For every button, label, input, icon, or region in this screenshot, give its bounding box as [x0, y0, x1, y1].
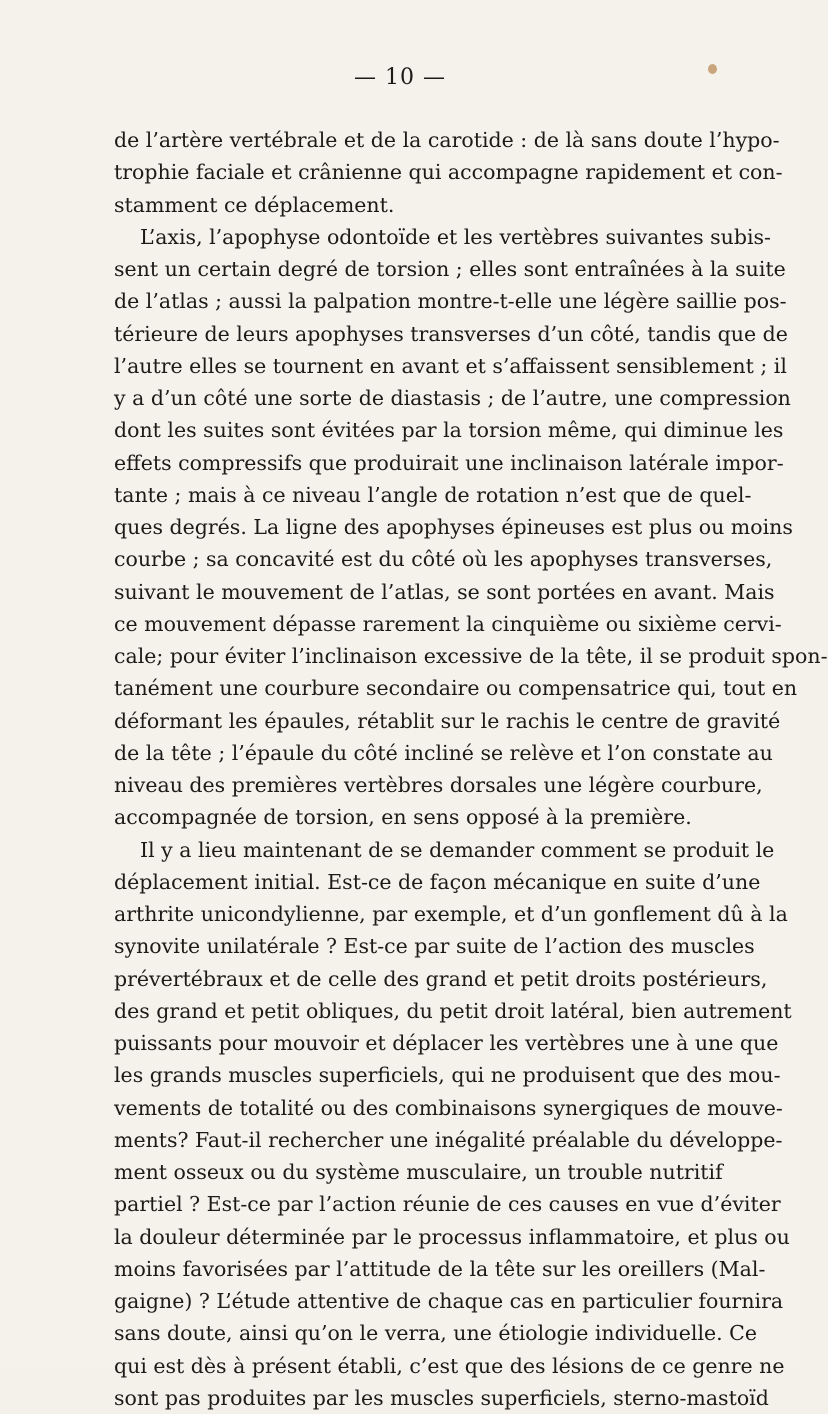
text-line: niveau des premières vertèbres dorsales une légère courbure,	[114, 773, 763, 797]
text-line: l’autre elles se tournent en avant et s’affaissent sensiblement ; il	[114, 353, 787, 378]
text-line: déformant les épaules, rétablit sur le rachis le centre de gravité	[114, 708, 781, 733]
text-line: dont les suites sont évitées par la torsion même, qui diminue les	[114, 418, 784, 443]
text-line: sent un certain degré de torsion ; elles sont entraînées à la suite	[114, 257, 786, 281]
text-line: arthrite unicondylienne, par exemple, et d’un gonflement dû à la	[114, 902, 788, 926]
text-line: stamment ce déplacement.	[114, 192, 395, 217]
text-line: puissants pour mouvoir et déplacer les vertèbres une à une que	[114, 1031, 779, 1055]
body-text	[114, 124, 828, 1414]
text-line: de l’atlas ; aussi la palpation montre-t-elle une légère saillie pos-	[114, 289, 787, 314]
text-line: gaigne) ? L’étude attentive de chaque cas en particulier fournira	[114, 1289, 784, 1313]
text-line: accompagnée de torsion, en sens opposé à la première.	[114, 805, 692, 830]
text-line: courbe ; sa concavité est du côté où les apophyses transverses,	[114, 547, 773, 572]
text-line: L’axis, l’apophyse odontoïde et les vertèbres suivantes subis-	[140, 224, 771, 249]
text-line: des grand et petit obliques, du petit droit latéral, bien autrement	[114, 998, 792, 1023]
text-line: tante ; mais à ce niveau l’angle de rotation n’est que de quel-	[114, 482, 752, 507]
text-line: la douleur déterminée par le processus inflammatoire, et plus ou	[114, 1224, 790, 1249]
text-line: ments? Faut-il rechercher une inégalité préalable du développe-	[114, 1127, 783, 1152]
text-line: de l’artère vertébrale et de la carotide : de là sans doute l’hypo-	[114, 128, 780, 152]
text-line: suivant le mouvement de l’atlas, se sont portées en avant. Mais	[114, 579, 775, 604]
text-line: sans doute, ainsi qu’on le verra, une étiologie individuelle. Ce	[114, 1321, 757, 1346]
text-line: térieure de leurs apophyses transverses d’un côté, tandis que de	[114, 321, 788, 346]
text-line: ques degrés. La ligne des apophyses épineuses est plus ou moins	[114, 515, 793, 539]
text-line: de la tête ; l’épaule du côté incliné se relève et l’on constate au	[114, 740, 773, 765]
text-line: déplacement initial. Est-ce de façon mécanique en suite d’une	[114, 869, 761, 894]
text-line: y a d’un côté une sorte de diastasis ; de l’autre, une compression	[114, 386, 791, 410]
text-line: qui est dès à présent établi, c’est que des lésions de ce genre ne	[114, 1353, 785, 1378]
text-line: synovite unilatérale ? Est-ce par suite de l’action des muscles	[114, 934, 755, 959]
text-line: tanément une courbure secondaire ou compensatrice qui, tout en	[114, 676, 798, 701]
text-line: prévertébraux et de celle des grand et petit droits postérieurs,	[114, 966, 768, 991]
text-line: vements de totalité ou des combinaisons synergiques de mouve-	[114, 1095, 783, 1120]
text-line: cale; pour éviter l’inclinaison excessive de la tête, il se produit spon-	[114, 644, 828, 668]
text-line: moins favorisées par l’attitude de la tête sur les oreillers (Mal-	[114, 1256, 766, 1281]
text-line: ce mouvement dépasse rarement la cinquième ou sixième cervi-	[114, 611, 782, 636]
text-line: trophie faciale et crânienne qui accompagne rapidement et con-	[114, 160, 783, 185]
text-line: Il y a lieu maintenant de se demander comment se produit le	[140, 837, 775, 862]
text-line: ment osseux ou du système musculaire, un trouble nutritif	[114, 1160, 723, 1184]
text-line: les grands muscles superficiels, qui ne produisent que des mou-	[114, 1063, 781, 1088]
text-line: partiel ? Est-ce par l’action réunie de ces causes en vue d’éviter	[114, 1192, 781, 1217]
text-line: effets compressifs que produirait une inclinaison latérale impor-	[114, 450, 784, 475]
text-line: sont pas produites par les muscles superficiels, sterno-mastoïd	[114, 1385, 769, 1410]
page-number: — 10 —	[354, 65, 446, 90]
